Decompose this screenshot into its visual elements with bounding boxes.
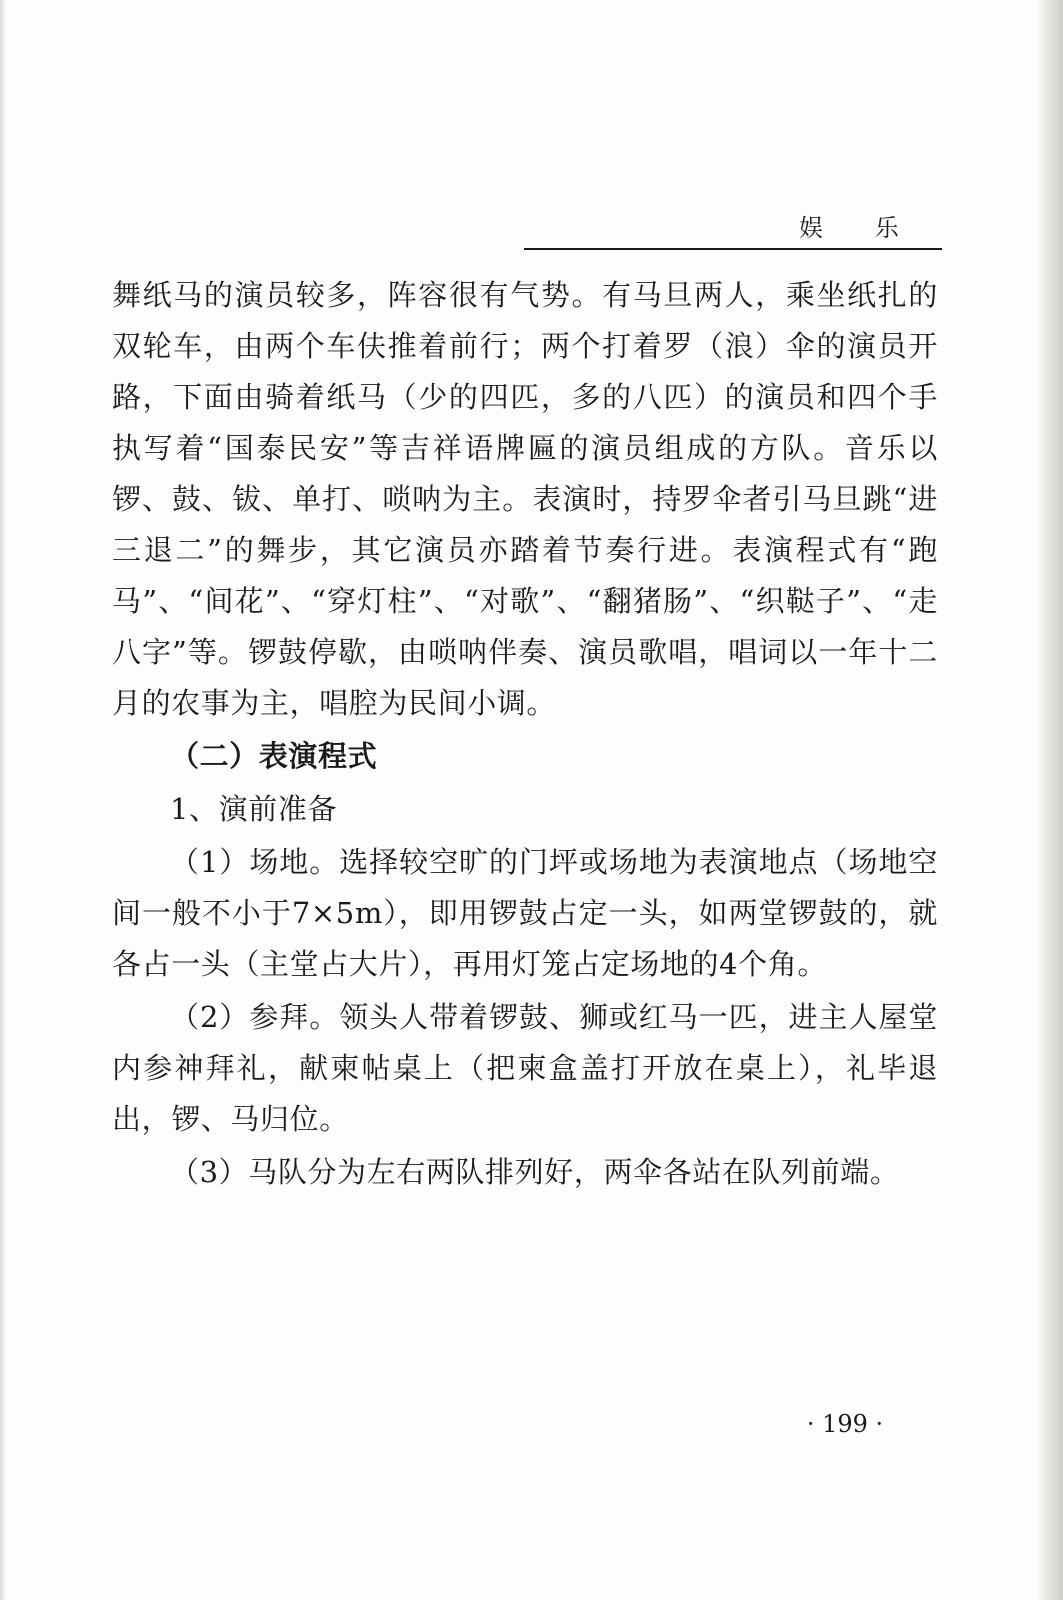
running-head: 娱 乐: [799, 214, 921, 242]
page-right-edge: [1037, 0, 1063, 1600]
paragraph-performance-description: 舞纸马的演员较多，阵容很有气势。有马旦两人，乘坐纸扎的双轮车，由两个车伕推着前行；两个打着罗（浪）伞的演员开路，下面由骑着纸马（少的四匹，多的八匹）的演员和四个手执写着“国泰民安”等吉祥语牌匾的演员组成的方队。音乐以锣、鼓、钹、单打、唢呐为主。表演时，持罗伞者引马旦跳“进三退二”的舞步，其它演员亦踏着节奏行进。表演程式有“跑马”、“间花”、“穿灯柱”、“对歌”、“翻猪肠”、“织鞑子”、“走八字”等。锣鼓停歇，由唢呐伴奏、演员歌唱，唱词以一年十二月的农事为主，唱腔为民间小调。: [112, 278, 938, 720]
paragraph-horse-team: （3）马队分为左右两队排列好，两伞各站在队列前端。: [170, 1155, 900, 1189]
header-rule: [524, 248, 942, 250]
page-left-edge: [0, 0, 6, 1600]
body-text: [112, 270, 938, 1200]
page-number: · 199 ·: [806, 1410, 884, 1438]
subsection-heading-preparation: 1、演前准备: [170, 792, 338, 826]
paragraph-venue: （1）场地。选择较空旷的门坪或场地为表演地点（场地空间一般不小于7×5m），即用锣鼓占定一头，如两堂锣鼓的，就各占一头（主堂占大片），再用灯笼占定场地的4个角。: [112, 845, 938, 981]
paragraph-worship: （2）参拜。领头人带着锣鼓、狮或红马一匹，进主人屋堂内参神拜礼，献柬帖桌上（把柬盒盖打开放在桌上），礼毕退出，锣、马归位。: [112, 1000, 938, 1136]
section-heading-performance-routine: （二）表演程式: [170, 739, 378, 773]
